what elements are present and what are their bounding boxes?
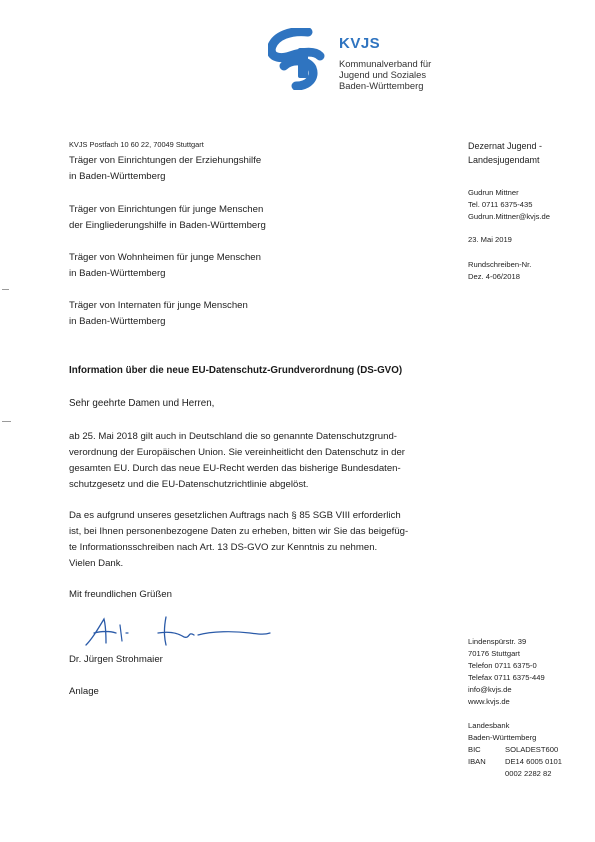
contact-phone: Tel. 0711 6375-435	[468, 200, 533, 209]
salutation: Sehr geehrte Damen und Herren,	[69, 398, 215, 409]
recipient-block	[69, 250, 261, 282]
sender-return-address: KVJS Postfach 10 60 22, 70049 Stuttgart	[69, 140, 204, 149]
department-line: Landesjugendamt	[468, 155, 540, 165]
paragraph-line: schutzgesetz und die EU-Datenschutzrichtlinie abgelöst.	[69, 479, 309, 490]
letter-date: 23. Mai 2019	[468, 235, 512, 244]
paragraph-line: gesamten EU. Durch das neue EU-Recht werden das bisherige Bundesdaten-	[69, 463, 401, 474]
bank-block	[468, 720, 562, 780]
iban-label: IBAN	[468, 757, 486, 766]
contact-name: Gudrun Mittner	[468, 188, 519, 197]
paragraph-line: Vielen Dank.	[69, 558, 124, 569]
recipient-block	[69, 202, 266, 234]
bank-name-line: Landesbank	[468, 721, 510, 730]
fold-mark	[2, 289, 9, 290]
recipient-block	[69, 298, 248, 330]
logo-name: KVJS	[339, 35, 381, 52]
signer-name: Dr. Jürgen Strohmaier	[69, 654, 163, 665]
department	[468, 139, 542, 167]
subject-line: Information über die neue EU-Datenschutz-Grundverordnung (DS-GVO)	[69, 365, 403, 376]
logo-subtitle-line: Kommunalverband für	[339, 58, 432, 69]
paragraph-line: verordnung der Europäischen Union. Sie vereinheitlicht den Datenschutz in der	[69, 447, 405, 458]
logo-subtitle-line: Baden-Württemberg	[339, 80, 424, 91]
recipient-line: Träger von Einrichtungen der Erziehungshilfe	[69, 155, 262, 166]
paragraph-line: te Informationsschreiben nach Art. 13 DS-GVO zur Kenntnis zu nehmen.	[69, 542, 378, 553]
body-paragraph	[69, 508, 408, 572]
paragraph-line: Da es aufgrund unseres gesetzlichen Auftrags nach § 85 SGB VIII erforderlich	[69, 510, 401, 521]
enclosure-note: Anlage	[69, 686, 99, 697]
logo-subtitle-line: Jugend und Soziales	[339, 69, 427, 80]
recipient-block	[69, 153, 261, 185]
recipient-line: in Baden-Württemberg	[69, 268, 166, 279]
address-line: Lindenspürstr. 39	[468, 637, 527, 646]
bic-label: BIC	[468, 745, 481, 754]
closing: Mit freundlichen Grüßen	[69, 589, 172, 600]
address-line[interactable]: www.kvjs.de	[468, 697, 510, 706]
paragraph-line: ist, bei Ihnen personenbezogene Daten zu erheben, bitten wir Sie das beigefüg-	[69, 526, 409, 537]
address-line[interactable]: info@kvjs.de	[468, 685, 512, 694]
office-address-block	[468, 636, 545, 708]
recipient-line: Träger von Einrichtungen für junge Menschen	[69, 204, 264, 215]
logo-subtitle	[339, 58, 431, 91]
contact-email[interactable]: Gudrun.Mittner@kvjs.de	[468, 212, 550, 221]
reference-line: Rundschreiben-Nr.	[468, 260, 532, 269]
recipient-line: Träger von Wohnheimen für junge Menschen	[69, 252, 261, 263]
address-line: 70176 Stuttgart	[468, 649, 520, 658]
fold-mark	[2, 421, 11, 422]
department-line: Dezernat Jugend -	[468, 141, 543, 151]
iban-row-continued	[468, 768, 562, 780]
recipient-line: in Baden-Württemberg	[69, 171, 166, 182]
recipient-line: der Eingliederungshilfe in Baden-Württemberg	[69, 220, 266, 231]
recipient-line: in Baden-Württemberg	[69, 316, 166, 327]
contact-block	[468, 187, 550, 223]
address-line: Telefax 0711 6375-449	[468, 673, 545, 682]
iban-value: DE14 6005 0101	[505, 757, 563, 766]
body-paragraph	[69, 429, 405, 493]
bank-name-line: Baden-Württemberg	[468, 733, 537, 742]
address-line: Telefon 0711 6375-0	[468, 661, 537, 670]
iban-row	[468, 756, 562, 768]
handwritten-signature	[84, 611, 284, 651]
recipient-line: Träger von Internaten für junge Menschen	[69, 300, 248, 311]
kvjs-logo-icon	[268, 28, 328, 90]
bic-row	[468, 744, 562, 756]
reference-block	[468, 259, 531, 283]
iban-value-continued: 0002 2282 82	[505, 769, 552, 778]
paragraph-line: ab 25. Mai 2018 gilt auch in Deutschland die so genannte Datenschutzgrund-	[69, 431, 398, 442]
reference-line: Dez. 4-06/2018	[468, 272, 520, 281]
bic-value: SOLADEST600	[505, 745, 559, 754]
